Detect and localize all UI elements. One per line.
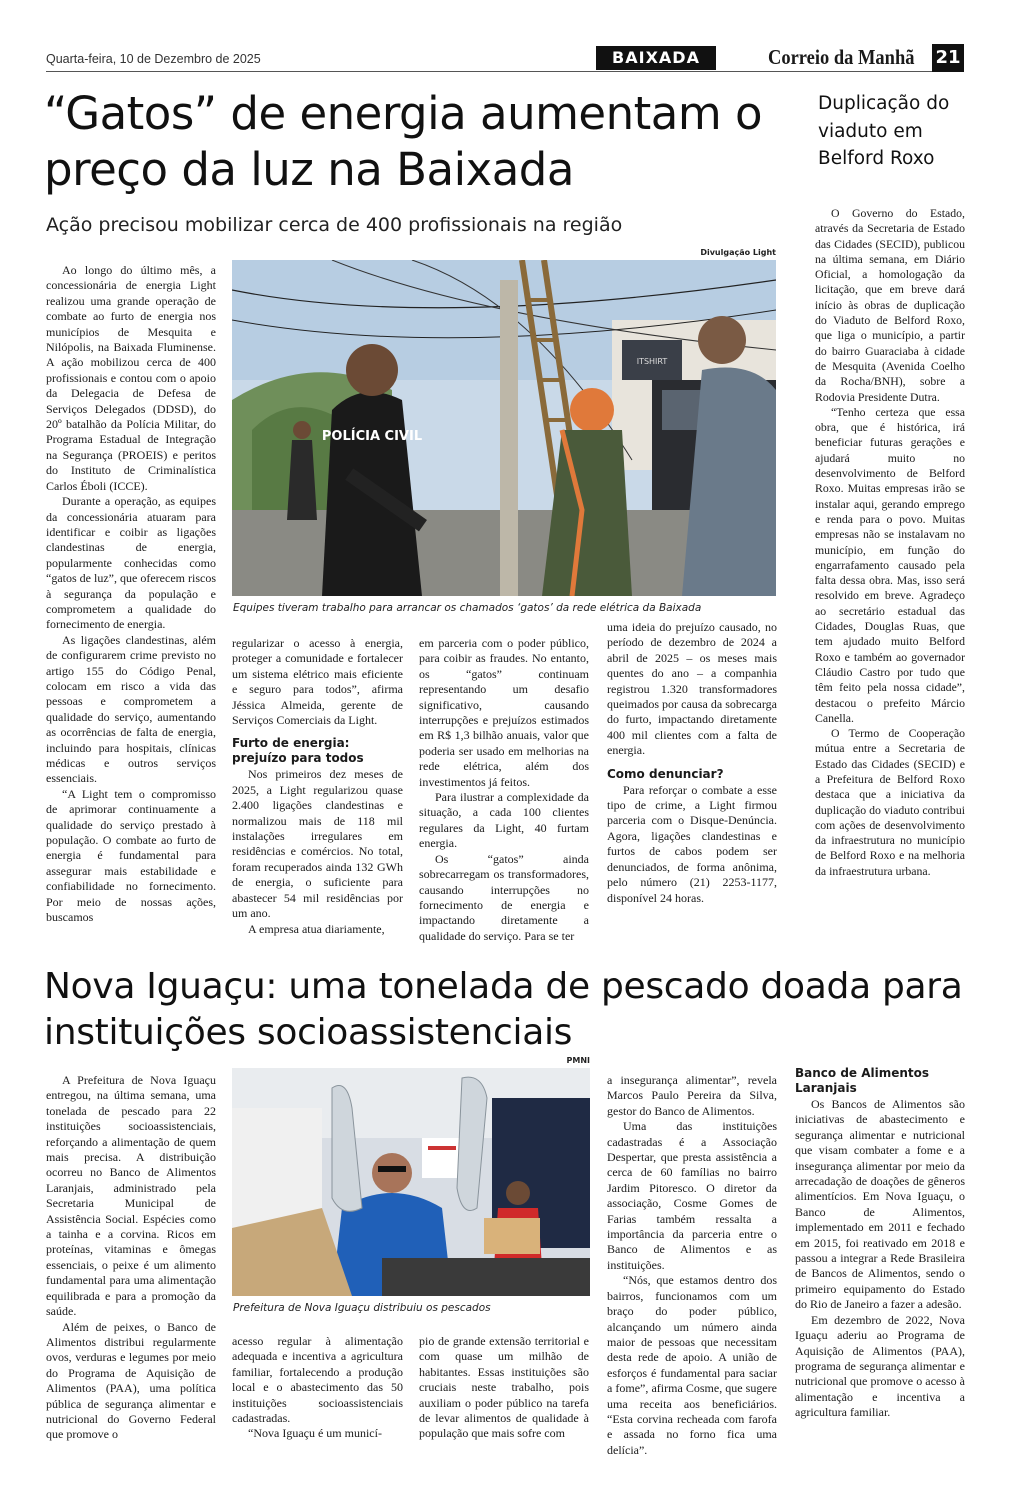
article1-headline: “Gatos” de energia aumentam o preço da luz na Baixada bbox=[44, 87, 763, 196]
article1-column-3 bbox=[419, 636, 589, 944]
paragraph: uma ideia do prejuízo causado, no período de dezembro de 2024 a abril de 2025 – os meses mais quentes do ano – a companhia registrou 1.320 transformadores queimados por causa da sobrecarga do furto, impactando diretamente 400 mil clientes com a falta de energia. bbox=[607, 620, 777, 758]
section-label: BAIXADA bbox=[596, 46, 716, 70]
paragraph: Nos primeiros dez meses de 2025, a Light regularizou quase 2.400 ligações clandestinas e normalizou mais de 118 mil instalações irregulares em residências e comércios. No total, foram recuperados ainda 132 GWh de energia, o suficiente para abastecer 54 mil residências por um ano. bbox=[232, 767, 403, 921]
article2-photo-credit: PMNI bbox=[566, 1056, 590, 1065]
article2-column-1 bbox=[46, 1073, 216, 1443]
article1-column-1 bbox=[46, 263, 216, 925]
article2-photo-caption: Prefeitura de Nova Iguaçu distribuiu os pescados bbox=[233, 1302, 491, 1314]
operation-photo-illustration bbox=[232, 260, 776, 596]
paragraph: Uma das instituições cadastradas é a Associação Despertar, que presta assistência a cerca de 60 famílias no bairro Jardim Pitoresco. O diretor da associação, Cosme Gomes de Farias também ressalta a importância da parceria entre o Banco de Alimentos e as instituições. bbox=[607, 1119, 777, 1272]
article2-column-5 bbox=[795, 1066, 965, 1421]
paragraph: “Nova Iguaçu é um municí- bbox=[248, 1426, 382, 1441]
article2-photo bbox=[232, 1068, 590, 1296]
article1-column-2 bbox=[232, 636, 403, 937]
article2-column-3 bbox=[419, 1334, 589, 1442]
paragraph: Além de peixes, o Banco de Alimentos distribui regularmente ovos, verduras e legumes por meio do Programa de Aquisição de Alimentos (PAA), uma política pública de segurança alimentar e nutricional do Governo Federal que promove o bbox=[46, 1319, 216, 1442]
article1-photo-credit: Divulgação Light bbox=[700, 248, 776, 257]
paragraph: “Nós, que estamos dentro dos bairros, funcionamos com um braço do poder público, alcançando um número ainda maior de pessoas que necessitam desta rede de apoio. A união de esforços é fundamental para saciar a fome”, afirma Cosme, que sugere uma receita aos beneficiários. “Esta corvina recheada com farofa e assada no forno fica uma delícia”. bbox=[607, 1273, 777, 1457]
paragraph: Para ilustrar a complexidade da situação, a cada 100 clientes regulares da Light, 40 furtam energia. bbox=[419, 790, 589, 851]
subheading-banco-alimentos: Banco de Alimentos Laranjais bbox=[795, 1066, 930, 1095]
fish-donation-photo-illustration bbox=[232, 1068, 590, 1296]
article2-headline: Nova Iguaçu: uma tonelada de pescado doada para instituições socioassistenciais bbox=[44, 966, 963, 1053]
paragraph: a insegurança alimentar”, revela Marcos Paulo Pereira da Silva, gestor do Banco de Alimentos. bbox=[607, 1073, 777, 1118]
subheading-furto: Furto de energia: prejuízo para todos bbox=[232, 736, 364, 766]
paragraph: Os Bancos de Alimentos são iniciativas de abastecimento e segurança alimentar e nutricional que visam combater a fome e a insegurança alimentar por meio da arrecadação de doações de gêneros alimentícios. Em Nova Iguaçu, o Banco de Alimentos, implementado em 2011 e fechado em 2015, foi reativado em 2018 e passou a integrar a Rede Brasileira de Bancos de Alimentos, sendo o primeiro equipamento do Estado do Rio de Janeiro a fazer a adesão. bbox=[795, 1097, 965, 1312]
article1-column-4 bbox=[607, 620, 777, 906]
subheading-denunciar: Como denunciar? bbox=[607, 766, 724, 781]
paragraph: regularizar o acesso à energia, proteger a comunidade e fortalecer um sistema elétrico mais eficiente e seguro para todos”, afirma Jéssica Almeida, gerente de Serviços Comerciais da Light. bbox=[232, 636, 403, 728]
page-number: 21 bbox=[932, 44, 964, 72]
paragraph: Os “gatos” ainda sobrecarregam os transformadores, causando interrupções no fornecimento de energia e impactando diretamente a qualidade do serviço. Para se ter bbox=[419, 851, 589, 943]
sidebar-column bbox=[815, 206, 965, 879]
article2-column-4 bbox=[607, 1073, 777, 1458]
article2-column-2 bbox=[232, 1334, 403, 1442]
paragraph: O Termo de Cooperação mútua entre a Secretaria de Estado das Cidades (SECID) e a Prefeitura de Belford Roxo destaca que a iniciativa da duplicação do viaduto contribui com ações de desenvolvimento da infraestrutura no município de Belford Roxo e na melhoria da infraestrutura urbana. bbox=[815, 726, 965, 878]
paragraph: Para reforçar o combate a esse tipo de crime, a Light firmou parceria com o Disque-Denúncia. Agora, ligações clandestinas e furtos de cabos podem ser denunciados, de forma anônima, pelo número (21) 2253-1177, disponível 24 horas. bbox=[607, 782, 777, 905]
paragraph: Em dezembro de 2022, Nova Iguaçu aderiu ao Programa de Aquisição de Alimentos (PAA), programa de segurança alimentar e nutricional que promove o acesso à alimentação e incentiva a agricultura familiar. bbox=[795, 1312, 965, 1420]
article1-subheadline: Ação precisou mobilizar cerca de 400 profissionais na região bbox=[46, 214, 623, 236]
edition-date: Quarta-feira, 10 de Dezembro de 2025 bbox=[46, 52, 261, 66]
paragraph: Ao longo do último mês, a concessionária de energia Light realizou uma grande operação de combate ao furto de energia nos municípios de Mesquita e Nilópolis, na Baixada Fluminense. A ação mobilizou cerca de 400 profissionais e contou com o apoio da Delegacia de Defesa de Serviços Delegados (DDSD), do 20º batalhão da Polícia Militar, do Programa Estadual de Integração na Segurança (PROEIS) e peritos do Instituto de Criminalística Carlos Éboli (ICCE). bbox=[46, 263, 216, 493]
header-rule bbox=[46, 71, 964, 72]
paragraph: pio de grande extensão territorial e com quase um milhão de habitantes. Essas instituições são cruciais neste trabalho, pois auxiliam o poder público na tarefa de levar alimentos de qualidade à população que mais sofre com bbox=[419, 1334, 589, 1441]
paragraph: acesso regular à alimentação adequada e incentiva a agricultura familiar, fortalecendo a produção local e o abastecimento das 50 instituições socioassistenciais cadastradas. bbox=[232, 1334, 403, 1426]
sidebar-title: Duplicação do viaduto em Belford Roxo bbox=[818, 93, 950, 169]
paragraph: A Prefeitura de Nova Iguaçu entregou, na última semana, uma tonelada de pescado para 22 instituições socioassistenciais, reforçando a alimentação de quem mais precisa. A distribuição ocorreu no Banco de Alimentos Laranjais, administrado pela Secretaria Municipal de Assistência Social. Espécies como a tainha e a corvina. Ricos em proteínas, vitaminas e ômegas essenciais, o peixe é um alimento fundamental para uma alimentação equilibrada e para a promoção da saúde. bbox=[46, 1073, 216, 1319]
article1-photo-caption: Equipes tiveram trabalho para arrancar os chamados ‘gatos’ da rede elétrica da Baixada bbox=[233, 602, 702, 614]
paragraph: “Tenho certeza que essa obra, que é histórica, irá beneficiar futuras gerações e ajudará muito no desenvolvimento de Belford Roxo. Muitas empresas irão se instalar aqui, gerando emprego e renda para o povo. Muitas empresas não se instalavam no município, em função do engarrafamento causado pela falta dessa obra. Mas, isso será resolvido em breve. Agradeço ao secretário estadual das Cidades, Douglas Ruas, que tem ajudado muito Belford Roxo e também ao governador Cláudio Castro por tudo que têm feito pela nossa cidade”, destacou o prefeito Márcio Canella. bbox=[815, 404, 965, 725]
paragraph: As ligações clandestinas, além de configurarem crime previsto no artigo 155 do Código Penal, colocam em risco a vida das pessoas e comprometem a qualidade do serviço, aumentando as ocorrências de falta de energia, incluindo para hospitais, clínicas médicas e outros serviços essenciais. bbox=[46, 632, 216, 786]
newspaper-masthead: Correio da Manhã bbox=[768, 45, 915, 69]
paragraph: A empresa atua diariamente, bbox=[248, 921, 385, 936]
paragraph: Durante a operação, as equipes da concessionária atuaram para identificar e coibir as ligações clandestinas de energia, popularmente conhecidas como “gatos de luz”, que oferecem riscos à segurança da população e comprometem a qualidade do fornecimento de energia. bbox=[46, 494, 216, 632]
paragraph: “A Light tem o compromisso de aprimorar continuamente a qualidade do serviço prestado à população. O combate ao furto de energia é fundamental para assegurar mais estabilidade e confiabilidade no fornecimento. Por meio de nossas ações, buscamos bbox=[46, 786, 216, 925]
article1-photo bbox=[232, 260, 776, 596]
paragraph: O Governo do Estado, através da Secretaria de Estado das Cidades (SECID), publicou na última semana, em Diário Oficial, a homologação da licitação, que em breve dará início às obras de duplicação do Viaduto de Belford Roxo, que liga o município, a partir do bairro Guaraciaba à cidade de Mesquita (Avenida Coelho da Rocha/BNH), sobre a Rodovia Presidente Dutra. bbox=[815, 206, 965, 404]
paragraph: em parceria com o poder público, para coibir as fraudes. No entanto, os “gatos” continuam representando um desafio significativo, causando interrupções e prejuízos estimados em R$ 1,3 bilhão anuais, valor que poderia ser usado em melhorias na rede elétrica, além dos investimentos já feitos. bbox=[419, 636, 589, 789]
store-sign-text: ITSHIRT bbox=[636, 357, 668, 366]
police-vest-text: POLÍCIA CIVIL bbox=[321, 429, 423, 444]
